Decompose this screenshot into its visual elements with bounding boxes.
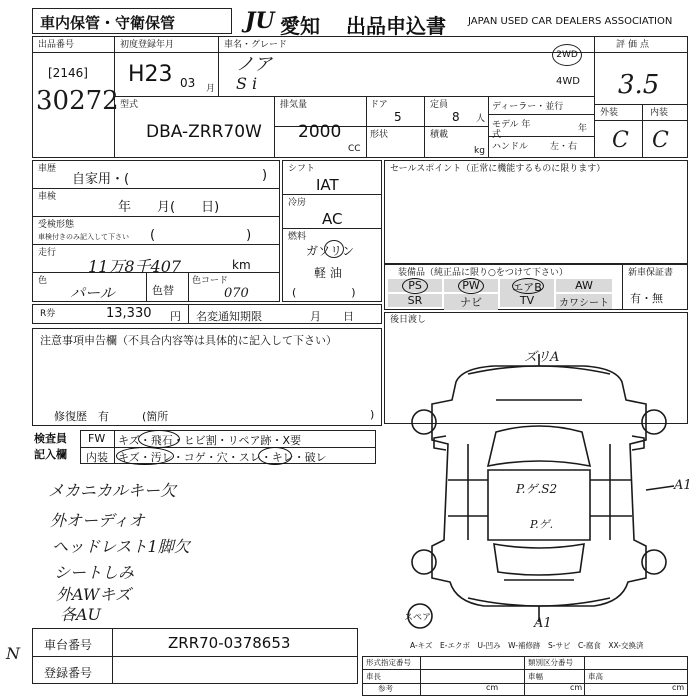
inspect-value: 年 月( 日) — [118, 200, 220, 215]
kg-unit: kg — [474, 146, 485, 156]
brand-name: 愛知 — [280, 14, 320, 38]
aircon-label: 冷房 — [288, 198, 307, 208]
ju-logo: JU — [245, 8, 275, 34]
fuel-diesel: 軽 油 — [314, 266, 342, 280]
rating-label: 評価点 — [616, 40, 653, 50]
r-label: R券 — [40, 309, 56, 319]
doors-label: ドア — [370, 100, 388, 110]
load-label: 積載 — [430, 130, 449, 140]
color-change-label: 色替 — [152, 284, 174, 297]
color-code-label: 色コード — [192, 276, 229, 286]
length-unit: cm — [486, 683, 499, 692]
mileage-value: 11万8千407 — [88, 257, 182, 276]
reg-year: H23 — [128, 62, 173, 87]
interior-label: 内装 — [650, 108, 669, 118]
exterior-grade: C — [612, 128, 629, 153]
chassis-value: ZRR70-0378653 — [168, 634, 291, 652]
length-label: 車長 — [366, 672, 381, 681]
side-mark: N — [6, 644, 20, 663]
interior-circle-1 — [116, 447, 174, 465]
entry-label: 記入欄 — [34, 448, 67, 461]
warranty-label: 新車保証書 — [628, 268, 674, 278]
lot-number: 30272 — [36, 86, 119, 116]
ref-label: 参考 — [378, 684, 393, 693]
storage-badge-text: 車内保管・守衛保管 — [40, 14, 176, 32]
front-bumper — [468, 366, 610, 374]
yen-unit: 円 — [170, 310, 181, 323]
remark-4: シートしみ — [54, 563, 135, 582]
usage-label: 車歴 — [38, 164, 57, 174]
remark-3: ヘッドレスト1脚欠 — [52, 537, 190, 556]
transfer-note: 車検付きのみ記入して下さい — [38, 233, 129, 241]
cc-unit: CC — [348, 144, 361, 154]
usage-close: ) — [262, 168, 268, 183]
option-ps: PS — [388, 279, 442, 292]
note-pillar: P.ゲ.S2 — [516, 482, 558, 496]
exterior-label: 外装 — [600, 108, 619, 118]
r-amount: 13,330 — [106, 306, 152, 321]
transfer-paren: ( ) — [150, 228, 252, 243]
note-side: A1 — [674, 478, 692, 493]
notice-label: 名変通知期限 — [196, 310, 262, 323]
option-airbag: エアB — [500, 279, 554, 295]
color-value: パール — [70, 284, 115, 302]
vehicle-block — [32, 36, 688, 158]
repair-paren: (箇所 — [142, 410, 169, 423]
seats-value: 8 — [452, 110, 460, 124]
remark-2: 外オーディオ — [50, 511, 145, 530]
width-unit: cm — [570, 683, 583, 692]
mileage-label: 走行 — [38, 248, 57, 258]
name-label: 車名・グレード — [224, 40, 288, 50]
notes-label: 注意事項申告欄（不具合内容等は具体的に記入して下さい） — [40, 334, 337, 347]
option-circle-airbag — [512, 278, 544, 294]
fuel-gasoline: ガソリン — [306, 244, 355, 258]
repair-label: 修復歴 有 — [54, 410, 109, 423]
option-tv: TV — [500, 294, 554, 307]
height-label: 車高 — [588, 672, 603, 681]
model-year-label: モデル 年式 — [492, 120, 531, 140]
interior-circle-2 — [258, 447, 292, 465]
color-code-value: 070 — [224, 286, 249, 301]
handle-label: ハンドル — [492, 142, 529, 152]
seats-label: 定員 — [430, 100, 449, 110]
reg-month: 03 — [180, 76, 196, 90]
disp-label: 排気量 — [280, 100, 308, 110]
form-title: 出品申込書 — [346, 14, 446, 38]
option-leather: カワシート — [556, 294, 612, 309]
class-no-label: 類別区分番号 — [528, 658, 573, 667]
remark-5: 外AWキズ — [56, 585, 132, 604]
model-label: 型式 — [120, 100, 139, 110]
interior-inspect-label: 内装 — [86, 451, 108, 464]
displacement: 2000 — [298, 122, 342, 142]
form-no-label: 形式指定番号 — [366, 658, 411, 667]
transfer-label: 受検形態 — [38, 220, 75, 230]
options-label: 装備品（純正品に限り○をつけて下さい） — [398, 268, 568, 278]
damage-legend: A-キズ E-エクボ U-凹み W-補修跡 S-サビ C-腐食 XX-交換済 — [410, 641, 644, 650]
dealer-label: ディーラー・並行 — [492, 102, 564, 112]
car-name: ノア — [236, 54, 272, 75]
option-pw: PW — [444, 279, 498, 292]
width-label: 車幅 — [528, 672, 543, 681]
option-circle-ps — [402, 278, 428, 294]
interior-items: キズ・汚レ・コゲ・穴・スレ・キレ・破レ — [118, 451, 327, 464]
option-navi: ナビ — [444, 294, 498, 310]
note-seat: P.ゲ. — [530, 518, 554, 531]
height-unit: cm — [672, 683, 685, 692]
warranty-value: 有・無 — [630, 292, 663, 305]
fw-items: キズ・飛石・ヒビ割・リペア跡・X要 — [118, 434, 302, 447]
notice-value: 月 日 — [310, 310, 354, 323]
reg-no-label: 登録番号 — [44, 666, 93, 680]
drive-2wd: 2WD — [552, 44, 582, 66]
sales-block — [384, 160, 688, 264]
remark-6: 各AU — [60, 605, 102, 624]
inspect-label: 車検 — [38, 192, 57, 202]
interior-grade: C — [652, 128, 669, 153]
drive-4wd: 4WD — [556, 76, 580, 87]
doors-value: 5 — [394, 110, 402, 124]
rear-glass — [494, 544, 584, 575]
chassis-label: 車台番号 — [44, 638, 93, 652]
lot-label: 出品番号 — [38, 40, 75, 50]
later-label: 後日渡し — [390, 315, 427, 325]
shift-label: シフト — [288, 164, 316, 174]
year-unit: 年 — [578, 124, 588, 134]
km-unit: km — [232, 258, 251, 272]
inspector-label: 検査員 — [34, 432, 67, 445]
remark-1: メカニカルキー欠 — [48, 481, 177, 500]
model-code: DBA-ZRR70W — [146, 122, 262, 142]
fw-label: FW — [88, 432, 106, 445]
shape-label: 形状 — [370, 130, 389, 140]
sales-label: セールスポイント（正常に機能するものに限ります） — [390, 164, 606, 174]
color-label: 色 — [38, 276, 48, 286]
option-aw: AW — [556, 279, 612, 292]
fuel-paren: ( ) — [292, 286, 356, 299]
lot-sub: [2146] — [48, 66, 88, 80]
car-grade: S i — [236, 74, 258, 93]
reg-label: 初度登録年月 — [120, 40, 175, 50]
aircon-value: AC — [322, 210, 343, 228]
persons-unit: 人 — [476, 114, 486, 124]
rating-value: 3.5 — [618, 70, 660, 100]
note-top: ズリA — [524, 350, 560, 365]
repair-close: ) — [370, 408, 375, 421]
handle-value: 左・右 — [550, 142, 578, 152]
options-grid — [386, 278, 616, 308]
option-circle-pw — [458, 278, 484, 294]
month-unit: 月 — [206, 84, 216, 94]
fuel-label: 燃料 — [288, 232, 307, 242]
shift-value: IAT — [316, 176, 339, 194]
spare-label: スペア — [404, 613, 432, 623]
note-bottom: A1 — [534, 616, 552, 631]
usage-value: 自家用・( — [72, 172, 130, 187]
option-sr: SR — [388, 294, 442, 307]
windshield — [488, 426, 590, 466]
fw-circle — [138, 430, 180, 448]
association-name: JAPAN USED CAR DEALERS ASSOCIATION — [468, 16, 673, 27]
rear-bumper — [468, 598, 610, 606]
